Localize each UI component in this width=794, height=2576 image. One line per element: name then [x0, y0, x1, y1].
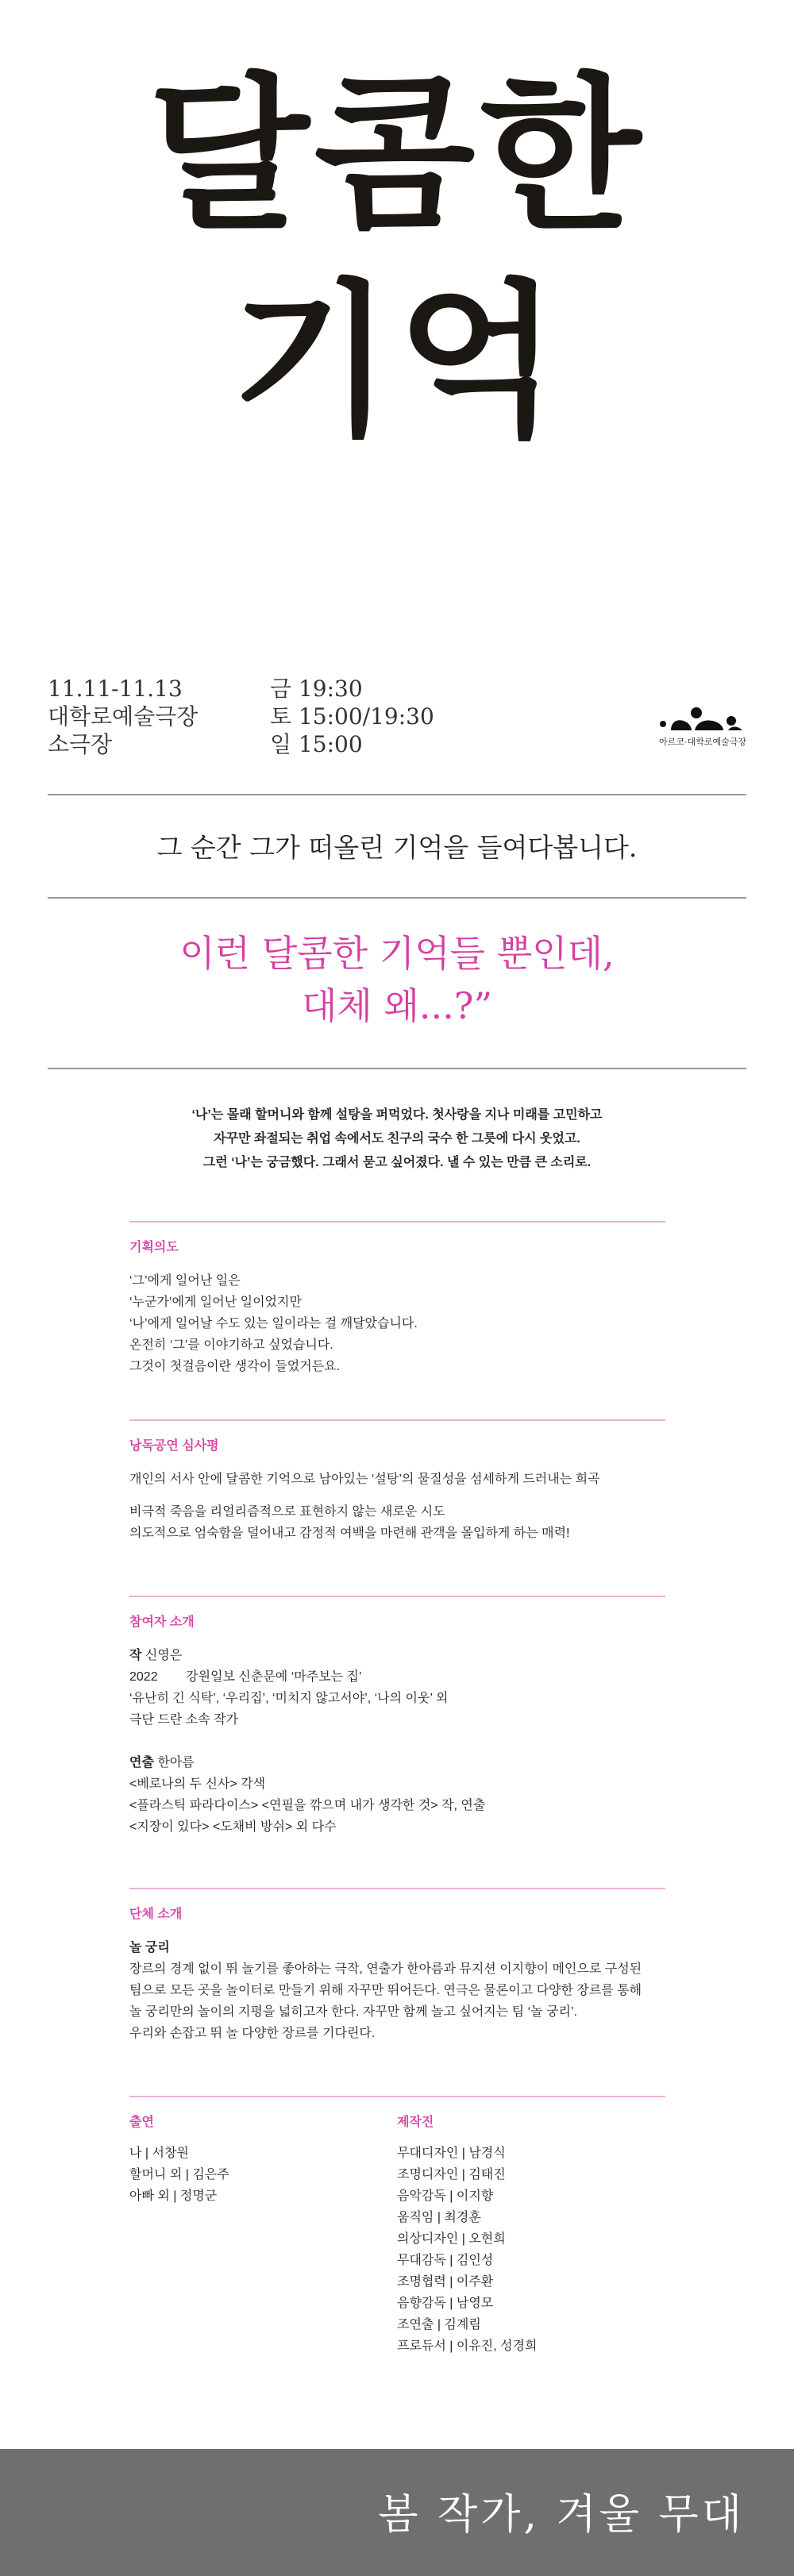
spacer [129, 1490, 600, 1501]
planning-line: ‘누군가’에게 일어난 일이었지만 [129, 1296, 302, 1309]
review-heading: 낭독공연 심사평 [129, 1439, 219, 1453]
section-divider [129, 1221, 665, 1223]
staff-heading: 제작진 [397, 2116, 434, 2129]
arko-logo-icon [655, 705, 750, 732]
cast-column [129, 2112, 229, 2207]
footer-slogan: 봄 작가, 겨울 무대 [378, 2491, 745, 2539]
planning-line: 온전히 ‘그’를 이야기하고 싶었습니다. [129, 1338, 333, 1352]
synopsis [0, 1103, 794, 1175]
section-divider [129, 1596, 665, 1597]
writer-role: 작 [129, 1649, 142, 1662]
section-divider [129, 2096, 665, 2097]
director-line: <플라스틱 파라다이스> <연필을 깎으며 내가 생각한 것> 작, 연출 [129, 1799, 486, 1812]
spacer [129, 1731, 485, 1752]
tagline: 그 순간 그가 떠올린 기억을 들여다봅니다. [156, 832, 638, 863]
director-line: <지장이 있다> <도채비 방쉬> 외 다수 [129, 1820, 337, 1834]
venue-info [48, 675, 198, 758]
planning-heading: 기획의도 [129, 1241, 179, 1254]
footer-banner [0, 2449, 794, 2576]
staff-item: 조명디자인 | 김태진 [397, 2168, 506, 2181]
writer-line: 극단 드란 소속 작가 [129, 1713, 238, 1727]
section-divider [129, 1888, 665, 1889]
quote-line-2: 대체 왜...?” [302, 984, 492, 1027]
group-line: 팀으로 모든 곳을 놀이터로 만들기 위해 자꾸만 뛰어든다. 연극은 물론이고 다양한 장르를 통해 [129, 1984, 642, 1997]
writer-line: ‘유난히 긴 식탁’, ‘우리집’, ‘미치지 않고서야’, ‘나의 이웃’ 외 [129, 1692, 449, 1705]
planning-line: ‘그’에게 일어난 일은 [129, 1274, 241, 1288]
writer-line: 2022 강원일보 신춘문예 ‘마주보는 집’ [129, 1670, 362, 1684]
divider [48, 1068, 746, 1069]
writer-name: 신영은 [141, 1649, 183, 1662]
schedule-info [270, 675, 434, 758]
staff-item: 음향감독 | 남영모 [397, 2297, 494, 2310]
staff-item: 움직임 | 최경훈 [397, 2211, 481, 2224]
schedule-fri: 금 19:30 [270, 676, 363, 702]
synopsis-line: ‘나’는 몰래 할머니와 함께 설탕을 퍼먹었다. 첫사랑을 지나 미래를 고민하고 [191, 1108, 603, 1122]
highlight-quote [0, 927, 794, 1032]
divider [48, 897, 746, 899]
schedule-sun: 일 15:00 [270, 731, 363, 757]
cast-item: 할머니 외 | 김은주 [129, 2168, 229, 2181]
planning-body [129, 1270, 418, 1377]
planning-line: ‘나’에게 일어날 수도 있는 일이라는 걸 깨달았습니다. [129, 1317, 418, 1330]
staff-item: 프로듀서 | 이유진, 성경희 [397, 2339, 538, 2353]
venue-name: 대학로예술극장 [48, 703, 198, 730]
group-heading: 단체 소개 [129, 1908, 183, 1921]
staff-item: 조연출 | 김계림 [397, 2318, 481, 2331]
director-line: <베로나의 두 신사> 각색 [129, 1777, 266, 1791]
review-body [129, 1469, 600, 1544]
writer-title [129, 1645, 485, 1666]
planning-line: 그것이 첫걸음이란 생각이 들었거든요. [129, 1360, 341, 1373]
arko-logo [655, 705, 750, 753]
director-name: 한아름 [153, 1756, 195, 1769]
cast-item: 나 | 서창원 [129, 2147, 189, 2160]
staff-column [397, 2112, 538, 2357]
synopsis-line: 그런 ‘나’는 궁금했다. 그래서 묻고 싶어졌다. 낼 수 있는 만큼 큰 소리로. [202, 1156, 592, 1169]
date-range: 11.11-11.13 [48, 676, 183, 702]
group-line: 놀 궁리만의 놀이의 지평을 넓히고자 한다. 자꾸만 함께 놀고 싶어지는 팀 ‘놀 궁리’. [129, 2005, 577, 2019]
director-role: 연출 [129, 1756, 154, 1769]
schedule-sat: 토 15:00/19:30 [270, 703, 434, 730]
cast-heading: 출연 [129, 2116, 154, 2129]
creators-heading: 참여자 소개 [129, 1615, 195, 1629]
title-line-1: 달콤한 [148, 56, 646, 252]
arko-logo-text: 아르코·대학로예술극장 [659, 737, 746, 747]
group-name: 놀 궁리 [129, 1941, 170, 1954]
review-line: 개인의 서사 안에 달콤한 기억으로 남아있는 ‘설탕’의 물질성을 섬세하게 드러내는 희곡 [129, 1473, 600, 1486]
staff-item: 의상디자인 | 오현희 [397, 2232, 506, 2246]
section-divider [129, 1419, 665, 1421]
creators-body [129, 1645, 485, 1838]
staff-item: 음악감독 | 이지향 [397, 2189, 494, 2203]
staff-item: 무대디자인 | 남경식 [397, 2147, 506, 2160]
venue-hall: 소극장 [48, 731, 113, 757]
staff-item: 조명협력 | 이주환 [397, 2275, 494, 2289]
divider [48, 794, 746, 795]
quote-line-1: 이런 달콤한 기억들 뿐인데, [179, 932, 615, 975]
cast-item: 아빠 외 | 정명군 [129, 2189, 218, 2203]
staff-item: 무대감독 | 김인성 [397, 2254, 494, 2267]
synopsis-line: 자꾸만 좌절되는 취업 속에서도 친구의 국수 한 그릇에 다시 웃었고. [214, 1132, 580, 1146]
review-line: 비극적 죽음을 리얼리즘적으로 표현하지 않는 새로운 시도 [129, 1505, 445, 1519]
director-title [129, 1752, 485, 1773]
group-body [129, 1937, 642, 2044]
title-line-2: 기억 [231, 263, 563, 459]
review-line: 의도적으로 엄숙함을 덜어내고 감정적 여백을 마련해 관객을 몰입하게 하는 매력! [129, 1527, 570, 1540]
group-line: 장르의 경계 없이 뛰 놀기를 좋아하는 극작, 연출가 한아름과 뮤지션 이지향이 메인으로 구성된 [129, 1962, 642, 1976]
group-line: 우리와 손잡고 뛰 놀 다양한 장르를 기다린다. [129, 2027, 376, 2040]
